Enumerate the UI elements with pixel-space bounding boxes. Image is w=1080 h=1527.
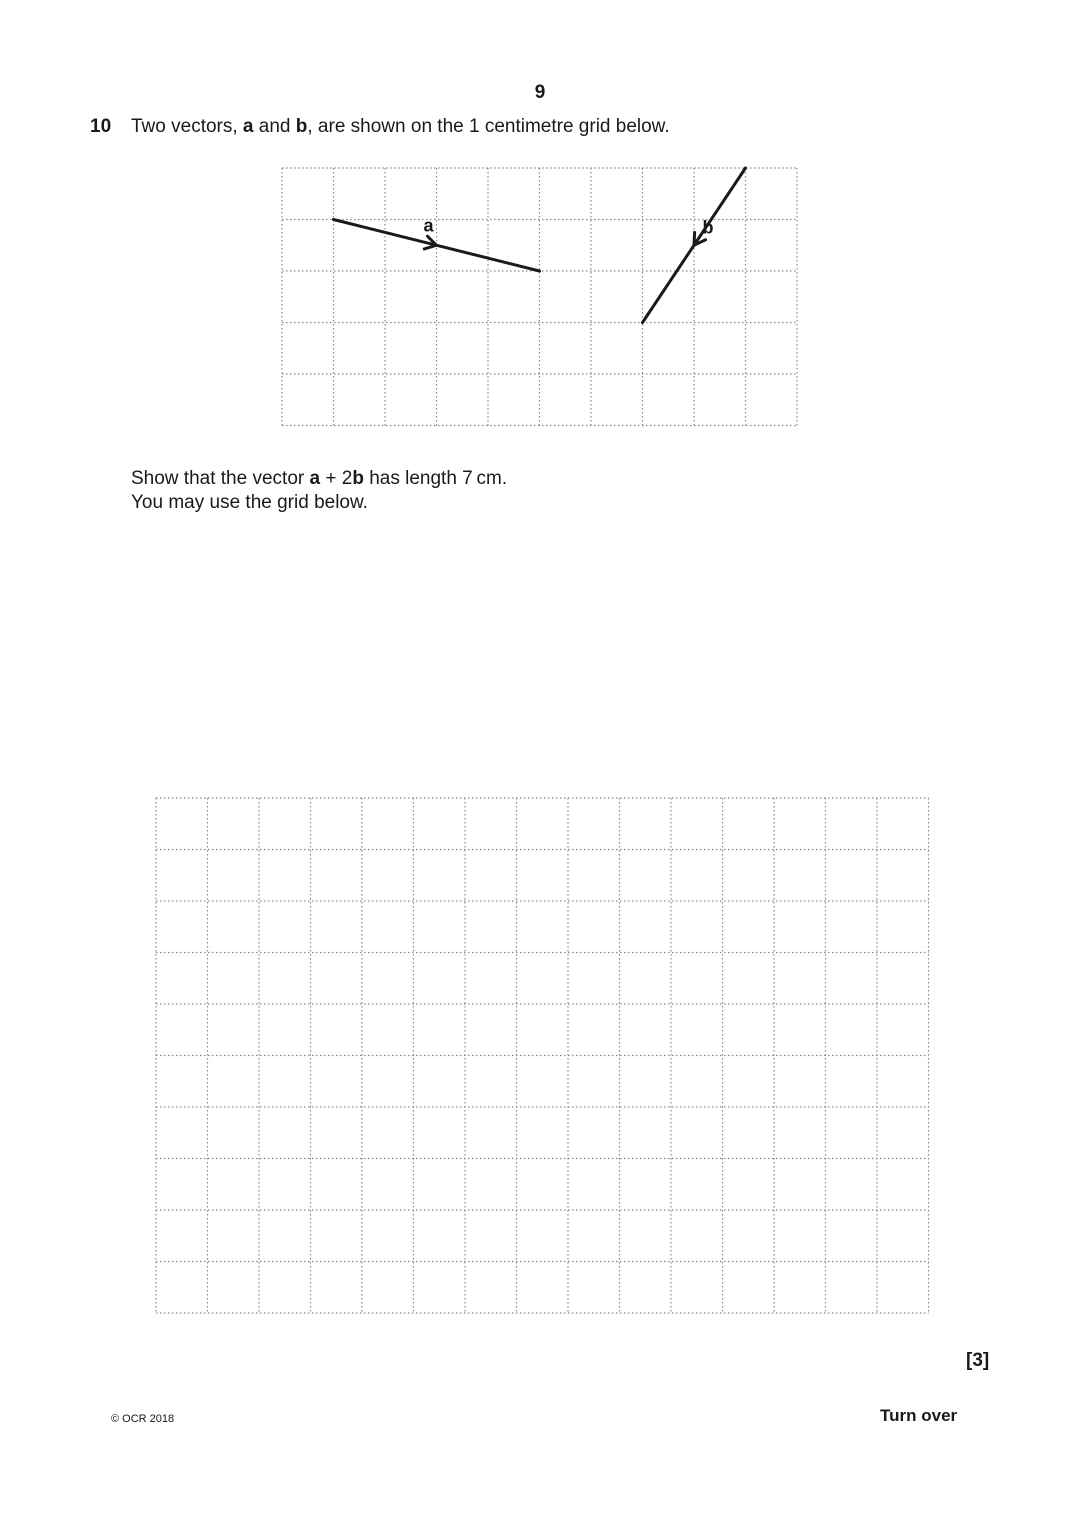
task-line-2: You may use the grid below. bbox=[131, 492, 368, 513]
task-vector-a: a bbox=[309, 468, 321, 489]
copyright-notice: © OCR 2018 bbox=[111, 1413, 175, 1425]
task-line-1: Show that the vector a + 2b has length 7 cm. bbox=[131, 468, 508, 489]
answer-grid[interactable] bbox=[156, 798, 929, 1313]
vector-b-label: b bbox=[702, 217, 714, 238]
task-text bbox=[131, 467, 507, 515]
vector-b-bold: b bbox=[295, 116, 308, 137]
page-number: 9 bbox=[534, 82, 546, 103]
vector-a-label: a bbox=[423, 215, 434, 236]
turn-over-label: Turn over bbox=[880, 1406, 958, 1425]
question-number: 10 bbox=[90, 116, 112, 137]
task-vector-b: b bbox=[352, 468, 364, 489]
question-intro: Two vectors, a and b, are shown on the 1 centimetre grid below. bbox=[131, 116, 670, 137]
marks-label: [3] bbox=[966, 1350, 990, 1371]
vector-a-bold: a bbox=[242, 116, 254, 137]
